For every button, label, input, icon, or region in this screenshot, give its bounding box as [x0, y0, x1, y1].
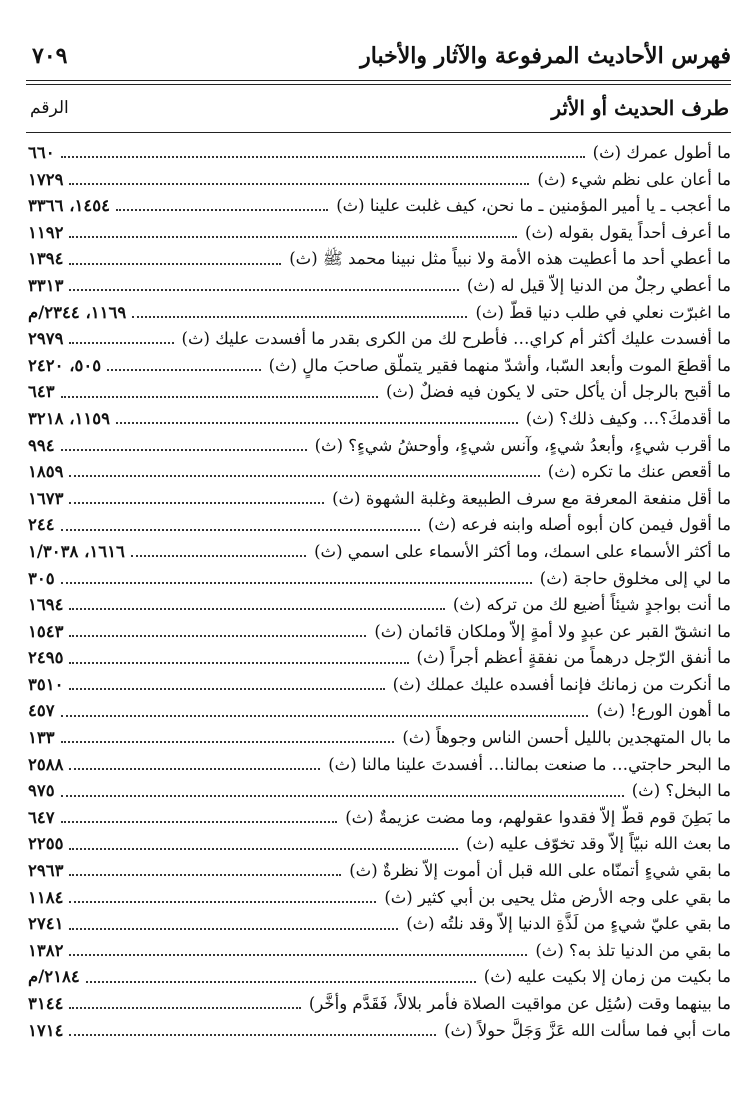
entry-text: ما أعرف أحداً يقول بقوله (ث)	[525, 222, 731, 242]
entry-text: ما بقي من الدنيا تلذ به؟ (ث)	[535, 940, 731, 960]
entry-text: ما أنكرت من زمانك فإنما أفسده عليك عملك (ث)	[392, 674, 731, 694]
index-entry	[28, 486, 731, 513]
dot-leader	[61, 741, 395, 743]
header-rule-thin	[26, 84, 731, 85]
entry-text: مات أبي فما سألت الله عَزَّ وَجَلَّ حولاً (ث)	[444, 1020, 731, 1040]
entry-text: ما بَطِنَ قوم قطُّ إلاّ فقدوا عقولهم، وما مضت عزيمةٌ (ث)	[345, 807, 731, 827]
index-entry	[28, 752, 731, 779]
index-entry	[28, 379, 731, 406]
dot-leader	[69, 289, 458, 291]
entry-number: ٢٢٥٥	[28, 834, 64, 854]
index-entry	[28, 566, 731, 593]
column-header-number: الرقم	[30, 98, 69, 118]
index-entry	[28, 938, 731, 965]
index-entry	[28, 885, 731, 912]
index-entry	[28, 512, 731, 539]
entry-number: ١٦٧٣	[28, 488, 64, 508]
entry-text: ما أقول فيمن كان أبوه أصله وابنه فرعه (ث)	[427, 515, 731, 535]
index-entry	[28, 193, 731, 220]
entry-number: ٢٤٩٥	[28, 648, 64, 668]
dot-leader	[69, 608, 444, 610]
index-entry	[28, 246, 731, 273]
entry-number: ١٣٩٤	[28, 249, 64, 269]
entry-text: ما أنفق الرّجل درهماً من نفقةٍ أعظم أجراً (ث)	[416, 648, 731, 668]
dot-leader	[69, 688, 384, 690]
dot-leader	[61, 529, 420, 531]
index-entry	[28, 326, 731, 353]
index-entries	[28, 140, 731, 1044]
entry-number: ١١٩٢	[28, 222, 64, 242]
dot-leader	[61, 821, 338, 823]
index-entry	[28, 858, 731, 885]
entry-text: ما أقعص عنك ما تكره (ث)	[547, 462, 731, 482]
entry-text: ما أطول عمرك (ث)	[592, 143, 731, 162]
dot-leader	[61, 582, 532, 584]
entry-number: ١٨٥٩	[28, 462, 64, 482]
index-entry	[28, 353, 731, 380]
entry-number: ١٣٨٢	[28, 940, 64, 960]
header-rule	[26, 80, 731, 81]
entry-number: ٢٩٧٩	[28, 329, 64, 349]
entry-number: ١٥٤٣	[28, 621, 64, 641]
entry-number: ٦٦٠	[28, 143, 55, 162]
dot-leader	[116, 422, 518, 424]
index-entry	[28, 539, 731, 566]
index-entry	[28, 406, 731, 433]
entry-number: ١٦١٦، ١/٣٠٣٨	[28, 541, 125, 561]
entry-number: ٣٥١٠	[28, 674, 64, 694]
dot-leader	[69, 342, 173, 344]
dot-leader	[69, 475, 539, 477]
dot-leader	[69, 874, 341, 876]
entry-number: ١١٨٤	[28, 887, 64, 907]
index-entry	[28, 300, 731, 327]
entry-text: ما بال المتهجدين بالليل أحسن الناس وجوهاً (ث)	[402, 728, 731, 748]
entry-number: ١١٦٩، ٢٣٤٤/م	[28, 302, 127, 322]
dot-leader	[69, 954, 527, 956]
entry-number: ٩٧٥	[28, 781, 55, 801]
running-head	[32, 36, 731, 76]
dot-leader	[61, 449, 307, 451]
entry-text: ما أقل منفعة المعرفة مع سرف الطبيعة وغلبة الشهوة (ث)	[332, 488, 731, 508]
dot-leader	[86, 981, 476, 983]
index-entry	[28, 911, 731, 938]
entry-text: ما بكيت من زمان إلا بكيت عليه (ث)	[483, 967, 731, 987]
entry-text: ما بعث الله نبيّاً إلاّ وقد تخوّف عليه (ث)	[466, 834, 731, 854]
index-entry	[28, 619, 731, 646]
entry-text: ما أقطعَ الموت وأبعد السّبا، وأشدّ منهما فقير يتملّق صاحبَ مالٍ (ث)	[268, 355, 731, 375]
index-entry	[28, 778, 731, 805]
dot-leader	[69, 263, 281, 265]
entry-number: ٥٠٥، ٢٤٢٠	[28, 355, 102, 375]
index-entry	[28, 273, 731, 300]
dot-leader	[69, 928, 398, 930]
entry-number: ٢١٨٤/م	[28, 967, 80, 987]
entry-number: ٩٩٤	[28, 435, 55, 455]
entry-number: ٣١٤٤	[28, 994, 64, 1013]
entry-number: ١٣٣	[28, 728, 55, 748]
dot-leader	[116, 209, 328, 211]
index-entry	[28, 698, 731, 725]
dot-leader	[61, 156, 585, 158]
dot-leader	[69, 1034, 436, 1036]
column-header-rule	[26, 132, 731, 133]
dot-leader	[131, 555, 306, 557]
dot-leader	[69, 183, 529, 185]
dot-leader	[69, 236, 517, 238]
entry-text: ما بينهما وقت (سُئِل عن مواقيت الصلاة فأمر بلالاً، فَقَدَّم وأخَّر)	[308, 994, 731, 1013]
dot-leader	[69, 1007, 300, 1009]
dot-leader	[61, 795, 624, 797]
dot-leader	[69, 768, 320, 770]
entry-number: ٢٧٤١	[28, 914, 64, 934]
dot-leader	[69, 635, 366, 637]
entry-text: ما أنت بواجدٍ شيئاً أضيع لك من تركه (ث)	[452, 595, 731, 615]
index-entry	[28, 831, 731, 858]
entry-text: ما لي إلى مخلوق حاجة (ث)	[539, 568, 731, 588]
entry-text: ما بقي عليّ شيءٍ من لَذَّةِ الدنيا إلاّ وقد نلتُه (ث)	[406, 914, 731, 934]
entry-text: ما بقي شيءٍ أتمنّاه على الله قبل أن أموت إلاّ نظرةٌ (ث)	[349, 861, 731, 881]
entry-text: ما انشقّ القبر عن عبدٍ ولا أمةٍ إلاّ وملكان قائمان (ث)	[374, 621, 731, 641]
entry-text: ما أكثر الأسماء على اسمك، وما أكثر الأسماء على اسمي (ث)	[314, 541, 731, 561]
dot-leader	[132, 316, 467, 318]
index-entry	[28, 672, 731, 699]
running-title: فهرس الأحاديث المرفوعة والآثار والأخبار	[360, 43, 731, 69]
entry-text: ما أعطي أحد ما أعطيت هذه الأمة ولا نبياً مثل نبينا محمد ﷺ (ث)	[289, 249, 731, 269]
entry-text: ما اغبرّت نعلي في طلب دنيا قطّ (ث)	[475, 302, 731, 322]
dot-leader	[69, 901, 376, 903]
entry-number: ١٤٥٤، ٣٣٦٦	[28, 196, 110, 216]
index-entry	[28, 167, 731, 194]
entry-number: ٣٣١٣	[28, 275, 64, 295]
dot-leader	[69, 502, 324, 504]
index-entry	[28, 805, 731, 832]
entry-number: ١١٥٩، ٣٢١٨	[28, 408, 110, 428]
entry-number: ٢٤٤	[28, 515, 55, 535]
entry-number: ٦٤٣	[28, 382, 55, 402]
index-entry	[28, 459, 731, 486]
entry-number: ٦٤٧	[28, 807, 55, 827]
entry-text: ما أفسدت عليك أكثر أم كراي… فأطرح لك من الكرى بقدر ما أفسدت عليك (ث)	[181, 329, 731, 349]
index-entry	[28, 433, 731, 460]
index-entry	[28, 725, 731, 752]
page-number: ٧٠٩	[32, 43, 68, 69]
entry-text: ما أعان على نظم شيء (ث)	[537, 169, 731, 189]
index-entry	[28, 592, 731, 619]
dot-leader	[61, 396, 378, 398]
entry-text: ما البحر حاجتي… ما صنعت بمالنا… أفسدتَ علينا مالنا (ث)	[328, 754, 731, 774]
entry-number: ٣٠٥	[28, 568, 55, 588]
dot-leader	[61, 715, 589, 717]
entry-text: ما البخل؟ (ث)	[631, 781, 731, 801]
dot-leader	[69, 662, 408, 664]
entry-number: ٢٥٨٨	[28, 754, 64, 774]
entry-number: ١٦٩٤	[28, 595, 64, 615]
column-header-text: طرف الحديث أو الأثر	[551, 96, 729, 120]
entry-number: ٤٥٧	[28, 701, 55, 721]
index-entry	[28, 140, 731, 167]
index-entry	[28, 991, 731, 1018]
entry-text: ما أقبح بالرجل أن يأكل حتى لا يكون فيه فضلٌ (ث)	[385, 382, 731, 402]
entry-text: ما أعطي رجلٌ من الدنيا إلاّ قيل له (ث)	[466, 275, 731, 295]
entry-text: ما أقدمكَ؟… وكيف ذلك؟ (ث)	[525, 408, 731, 428]
entry-text: ما بقي على وجه الأرض مثل يحيى بن أبي كثير (ث)	[384, 887, 731, 907]
entry-text: ما أقرب شيءٍ، وأبعدُ شيءٍ، وآنس شيءٍ، وأوحشُ شيءٍ؟ (ث)	[314, 435, 731, 455]
index-entry	[28, 220, 731, 247]
entry-text: ما أعجب ـ يا أمير المؤمنين ـ ما نحن، كيف غلبت علينا (ث)	[336, 196, 731, 216]
index-entry	[28, 1018, 731, 1045]
index-entry	[28, 645, 731, 672]
entry-text: ما أهون الورع! (ث)	[596, 701, 731, 721]
dot-leader	[107, 369, 261, 371]
index-entry	[28, 964, 731, 991]
entry-number: ٢٩٦٣	[28, 861, 64, 881]
entry-number: ١٧٢٩	[28, 169, 64, 189]
dot-leader	[69, 848, 458, 850]
column-header	[30, 88, 729, 128]
entry-number: ١٧١٤	[28, 1020, 64, 1040]
